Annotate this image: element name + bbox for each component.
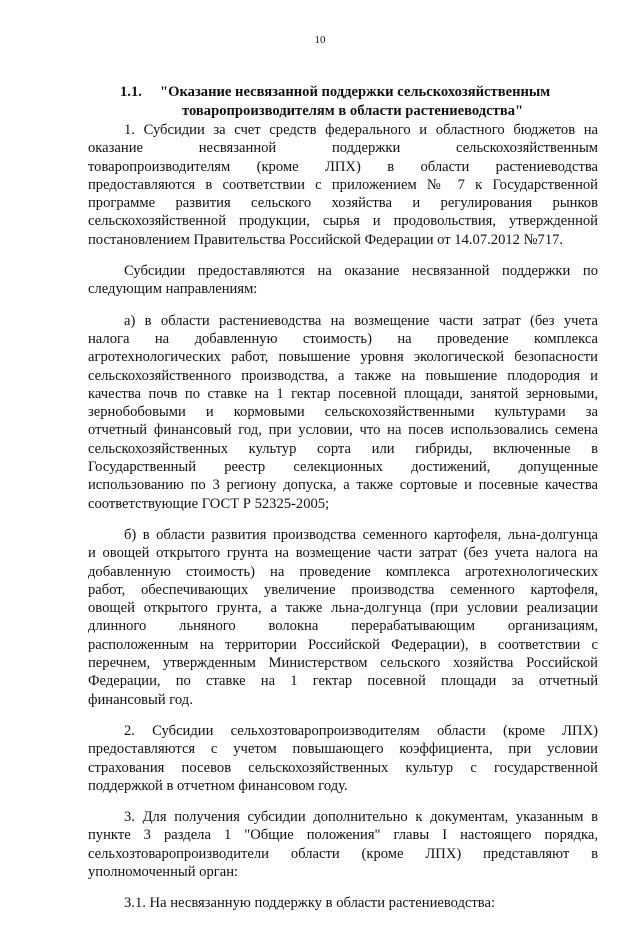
paragraph-line: Субсидии предоставляются на оказание несвязанной поддержки по xyxy=(124,263,598,280)
paragraph-line: 3.1. На несвязанную поддержку в области растениеводства: xyxy=(124,895,496,912)
paragraph-line: финансовый год. xyxy=(88,691,193,708)
paragraph-line: агротехнологических работ, повышение уровня экологической безопасности xyxy=(88,349,598,366)
paragraph-line: предоставляются с учетом повышающего коэффициента, при условии xyxy=(88,741,598,758)
section-number: 1.1. xyxy=(120,84,142,100)
paragraph-line: Государственный реестр селекционных достижений, допущенные xyxy=(88,459,598,476)
paragraph-line: Федерации, по ставке на 1 гектар посевной площади за отчетный xyxy=(88,673,598,690)
paragraph-line: овощей открытого грунта, а также льна-долгунца (при условии реализации xyxy=(88,600,598,617)
paragraph-line: отчетный финансовый год, при условии, что на посев использовались семена xyxy=(88,422,598,439)
paragraph-line: уполномоченный орган: xyxy=(88,863,239,880)
page-number: 10 xyxy=(314,34,326,46)
paragraph-line: 3. Для получения субсидии дополнительно к документам, указанным в xyxy=(124,809,598,826)
paragraph-line: добавленную стоимость) на проведение комплекса агротехнологических xyxy=(88,563,598,580)
paragraph-line: пункте 3 раздела 1 "Общие положения" главы I настоящего порядка, xyxy=(88,827,598,844)
paragraph xyxy=(88,312,598,513)
paragraph-line: работ, обеспечивающих увеличение производства семенного картофеля, xyxy=(88,581,598,598)
paragraph-line: сельскохозяйственных культур сорта или гибриды, включенные в xyxy=(88,440,598,457)
paragraph-line: 2. Субсидии сельхозтоваропроизводителям области (кроме ЛПХ) xyxy=(124,722,598,739)
paragraph-line: поддержкой в отчетном финансовом году. xyxy=(88,777,348,794)
paragraph-line: длинного льняного волокна перерабатывающим организациям, xyxy=(88,618,598,635)
paragraph-line: 1. Субсидии за счет средств федерального и областного бюджетов на xyxy=(124,122,598,138)
paragraph-line: соответствующие ГОСТ Р 52325-2005; xyxy=(88,495,330,512)
paragraph-line: налога на добавленную стоимость) на проведение комплекса xyxy=(88,330,598,347)
paragraph-line: оказание несвязанной поддержки сельскохозяйственным xyxy=(88,140,598,157)
paragraph-line: и овощей открытого грунта на возмещение части затрат (без учета налога на xyxy=(88,545,598,562)
paragraph xyxy=(88,121,598,249)
paragraph-line: зернобобовыми и кормовыми сельскохозяйственными культурами за xyxy=(88,404,598,421)
paragraph-line: сельскохозяйственной продукции, сырья и продовольствия, утвержденной xyxy=(88,213,598,230)
paragraph-line: перечнем, утвержденным Министерством сельского хозяйства Российской xyxy=(88,655,598,672)
paragraph-line: товаропроизводителям (кроме ЛПХ) в области растениеводства xyxy=(88,158,598,175)
paragraph-line: следующим направлениям: xyxy=(88,281,258,298)
paragraph-line: качества почв по ставке на 1 гектар посевной площади, занятой зерновыми, xyxy=(88,385,598,402)
document-body xyxy=(88,121,598,926)
paragraph-line: программе развития сельского хозяйства и регулирования рынков xyxy=(88,195,598,212)
paragraph xyxy=(88,722,598,795)
paragraph-line: расположенным на территории Российской Федерации), в соответствии с xyxy=(88,636,598,653)
paragraph-line: использованию по 3 региону допуска, а также сортовые и посевные качества xyxy=(88,477,598,494)
section-title-line: "Оказание несвязанной поддержки сельскохозяйственным xyxy=(160,84,551,100)
paragraph xyxy=(88,894,598,912)
paragraph-line: сельскохозяйственного производства, а также на повышение плодородия и xyxy=(88,367,598,384)
paragraph xyxy=(88,262,598,299)
paragraph-line: б) в области развития производства семенного картофеля, льна-долгунца xyxy=(124,526,598,543)
paragraph xyxy=(88,526,598,709)
paragraph xyxy=(88,808,598,881)
paragraph-line: сельхозтоваропроизводители области (кроме ЛПХ) представляют в xyxy=(88,845,598,862)
paragraph-line: а) в области растениеводства на возмещение части затрат (без учета xyxy=(124,312,598,329)
paragraph-line: страхования посевов сельскохозяйственных культур с государственной xyxy=(88,759,598,776)
section-title-line: товаропроизводителям в области растениеводства" xyxy=(182,103,524,119)
paragraph-line: постановлением Правительства Российской Федерации от 14.07.2012 №717. xyxy=(88,231,564,248)
paragraph-line: предоставляются в соответствии с приложением № 7 к Государственной xyxy=(88,176,598,193)
